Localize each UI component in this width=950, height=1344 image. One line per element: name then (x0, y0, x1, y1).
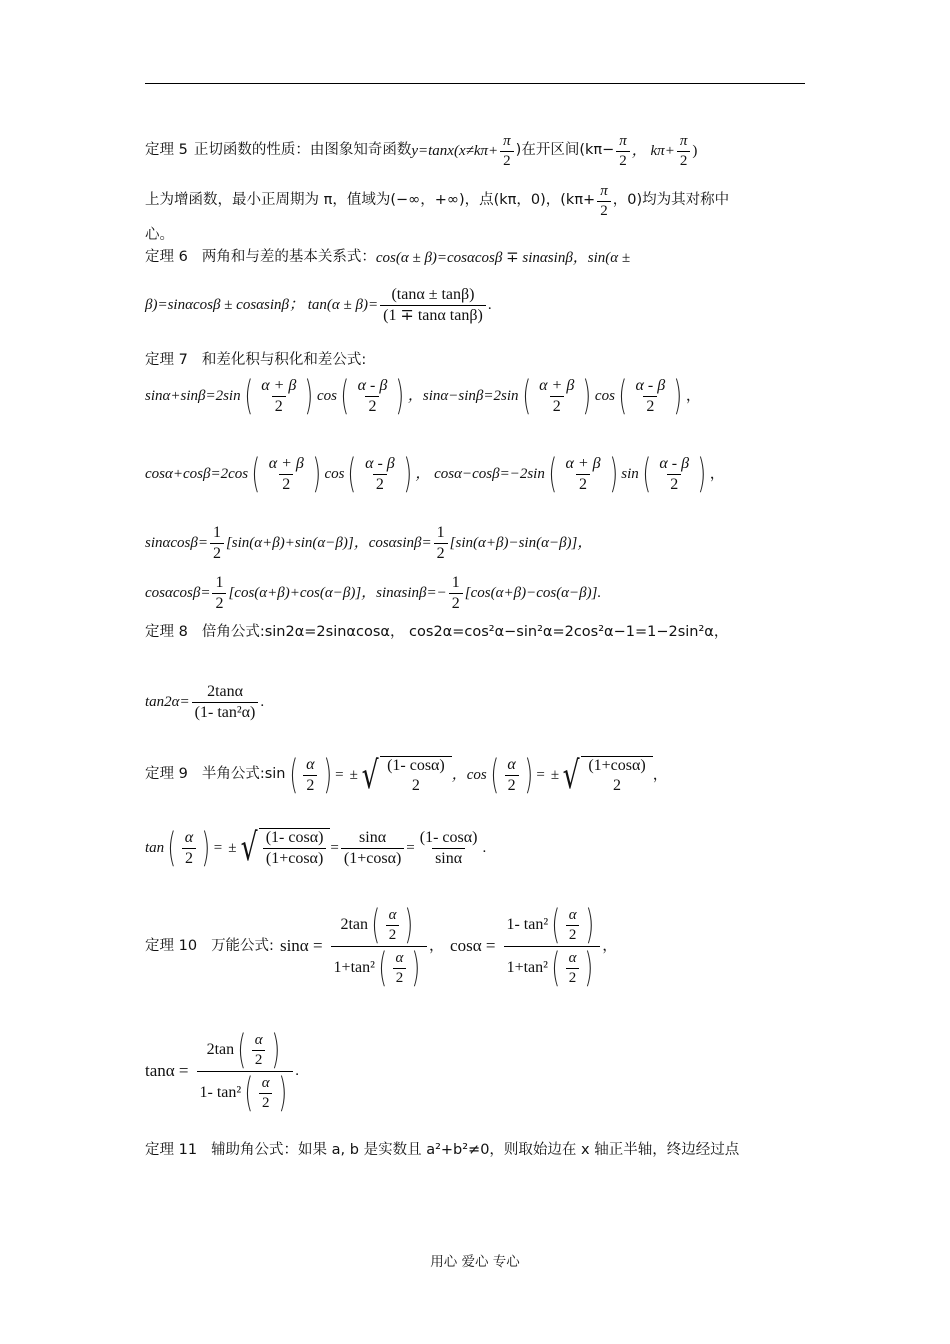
parenthesized-fraction: ( $\frac{\alpha - \beta}{2}$ ) (618, 373, 683, 419)
fraction: 2tan ( $\frac{\alpha}{2}$ ) 1- tan² ( $\frac{\alpha}{2}$ ) (197, 1030, 294, 1113)
parenthesized-fraction: ( $\frac{\alpha + \beta}{2}$ ) (548, 451, 618, 497)
fraction: 2tan ( $\frac{\alpha}{2}$ ) 1+tan² ( $\frac{\alpha}{2}$ ) (331, 905, 427, 988)
parenthesized-fraction: ( $\frac{\alpha + \beta}{2}$ ) (251, 451, 321, 497)
theorem-11-label: 定理 11 (145, 1142, 198, 1158)
theorem-7-line-4: cosαcosβ= $\frac{1}{2}$ [cos(α+β)+cos(α−β)]，sinαsinβ=− $\frac{1}{2}$ [cos(α+β)−cos(α−β)]. (145, 574, 602, 612)
theorem-9-label: 定理 9 (145, 766, 188, 783)
header-rule (145, 83, 805, 84)
theorem-5-line-2: 上为增函数，最小正周期为 π，值域为(−∞，+∞)，点(kπ，0)，(kπ+ $\frac{\pi}{2}$ ，0)均为其对称中 (145, 183, 730, 219)
parenthesized-fraction: ( $\frac{\alpha + \beta}{2}$ ) (522, 373, 592, 419)
square-root: √ (1- cosα) 2 (358, 756, 452, 794)
square-root: √ $\frac{(1- \cos\alpha)}{(1+\cos\alpha)}$ (237, 828, 331, 867)
fraction: $\frac{(1- \cos\alpha)}{\sin\alpha}$ (419, 828, 478, 867)
theorem-5-line-1: 定理 5 正切函数的性质：由图象知奇函数 y=tanx(x≠kπ+ $\frac{\pi}{2}$ )在开区间(kπ− $\frac{\pi}{2}$ ， kπ+ $\frac{\pi}{2}$ ) (145, 133, 698, 169)
theorem-7-label: 定理 7 (145, 352, 188, 368)
fraction: $\frac{1}{2}$ (210, 524, 224, 562)
theorem-9-line-2: tan ( $\frac{\alpha}{2}$ ) = ± √ $\frac{(1- \cos\alpha)}{(1+\cos\alpha)}$ = $\frac{\sin\alpha}{(1+\cos\alpha)}$ = $\frac{(1- \cos\alpha)}{\sin\alpha}$ . (145, 825, 487, 871)
fraction: $\frac{1}{2}$ (434, 524, 448, 562)
parenthesized-fraction: ( $\frac{\alpha - \beta}{2}$ ) (642, 451, 707, 497)
theorem-11-line-1: 定理 11 辅助角公式：如果 a, b 是实数且 a²+b²≠0，则取始边在 x 轴正半轴，终边经过点 (145, 1142, 740, 1158)
parenthesized-fraction: ( $\frac{\alpha - \beta}{2}$ ) (340, 373, 405, 419)
theorem-7-title: 定理 7 和差化积与积化和差公式: (145, 352, 367, 368)
fraction: $\frac{(\tan\alpha \pm \tan\beta)}{\text{(1 ∓ tanα tanβ)}}$ (380, 286, 486, 324)
parenthesized-fraction: ( $\frac{\alpha}{2}$ ) (490, 752, 533, 798)
parenthesized-fraction: ( $\frac{\alpha - \beta}{2}$ ) (347, 451, 412, 497)
theorem-7-line-3: sinαcosβ= $\frac{1}{2}$ [sin(α+β)+sin(α−β)]，cosαsinβ= $\frac{1}{2}$ [sin(α+β)−sin(α−β)]， (145, 524, 593, 562)
theorem-9-line-1: 定理 9 半角公式:sin ( $\frac{\alpha}{2}$ ) = ± √ (1- cosα) 2 ，cos ( $\frac{\alpha}{2}$ ) = ± √ (1+cosα) 2 ， (145, 752, 668, 798)
fraction: $\frac{1}{2}$ (449, 574, 463, 612)
theorem-7-line-1: sinα+sinβ=2sin ( $\frac{\alpha + \beta}{2}$ ) cos ( $\frac{\alpha - \beta}{2}$ ) ，sinα−sinβ=2sin ( $\frac{\alpha + \beta}{2}$ ) cos ( $\frac{\alpha - \beta}{2}$ ) ， (145, 373, 701, 419)
theorem-10-line-1: 定理 10 万能公式: sinα = 2tan ( $\frac{\alpha}{2}$ ) 1+tan² ( $\frac{\alpha}{2}$ ) ， cosα = 1- tan² ( $\frac{\alpha}{2}$ ) 1+tan² ( $\frac{\alpha}{2}$ ) ， (145, 902, 618, 991)
fraction: 1- tan² ( $\frac{\alpha}{2}$ ) 1+tan² ( $\frac{\alpha}{2}$ ) (503, 905, 600, 988)
fraction: $\frac{2\tan\alpha}{\text{(1- tan²α)}}$ (192, 683, 259, 721)
theorem-10-label: 定理 10 (145, 937, 198, 954)
parenthesized-fraction: ( $\frac{\alpha}{2}$ ) (289, 752, 332, 798)
fraction: $\frac{\sin\alpha}{(1+\cos\alpha)}$ (341, 829, 404, 867)
theorem-8-line-2: tan2α= $\frac{2\tan\alpha}{\text{(1- tan²α)}}$ . (145, 683, 265, 721)
theorem-6-line-2: β)=sinαcosβ ± cosαsinβ； tan(α ± β)= $\frac{(\tan\alpha \pm \tan\beta)}{\text{(1 ∓ tanα tanβ)}}$ . (145, 286, 492, 324)
theorem-6-line-1: 定理 6 两角和与差的基本关系式： cos(α ± β)=cosαcosβ ∓ sinαsinβ，sin(α ± (145, 249, 631, 266)
fraction: $\frac{\pi}{2}$ (616, 133, 630, 169)
fraction: $\frac{\pi}{2}$ (500, 133, 514, 169)
parenthesized-fraction: ( $\frac{\alpha + \beta}{2}$ ) (244, 373, 314, 419)
theorem-8-line-1: 定理 8 倍角公式:sin2α=2sinαcosα， cos2α=cos²α−sin²α=2cos²α−1=1−2sin²α， (145, 624, 729, 640)
fraction: $\frac{1}{2}$ (212, 574, 226, 612)
theorem-5-label: 定理 5 (145, 142, 188, 159)
theorem-8-label: 定理 8 (145, 624, 188, 640)
parenthesized-fraction: ( $\frac{\alpha}{2}$ ) (167, 825, 211, 871)
theorem-6-label: 定理 6 (145, 249, 188, 266)
page-footer: 用心 爱心 专心 (430, 1254, 520, 1270)
fraction: $\frac{\pi}{2}$ (597, 183, 611, 219)
theorem-10-line-2: tanα = 2tan ( $\frac{\alpha}{2}$ ) 1- tan² ( $\frac{\alpha}{2}$ ) . (145, 1027, 300, 1116)
theorem-5-line-3: 心。 (145, 227, 174, 243)
square-root: √ (1+cosα) 2 (559, 756, 653, 794)
theorem-7-line-2: cosα+cosβ=2cos ( $\frac{\alpha + \beta}{2}$ ) cos ( $\frac{\alpha - \beta}{2}$ ) ， cosα−cosβ=−2sin ( $\frac{\alpha + \beta}{2}$ ) sin ( $\frac{\alpha - \beta}{2}$ ) ， (145, 451, 725, 497)
fraction: $\frac{\pi}{2}$ (677, 133, 691, 169)
